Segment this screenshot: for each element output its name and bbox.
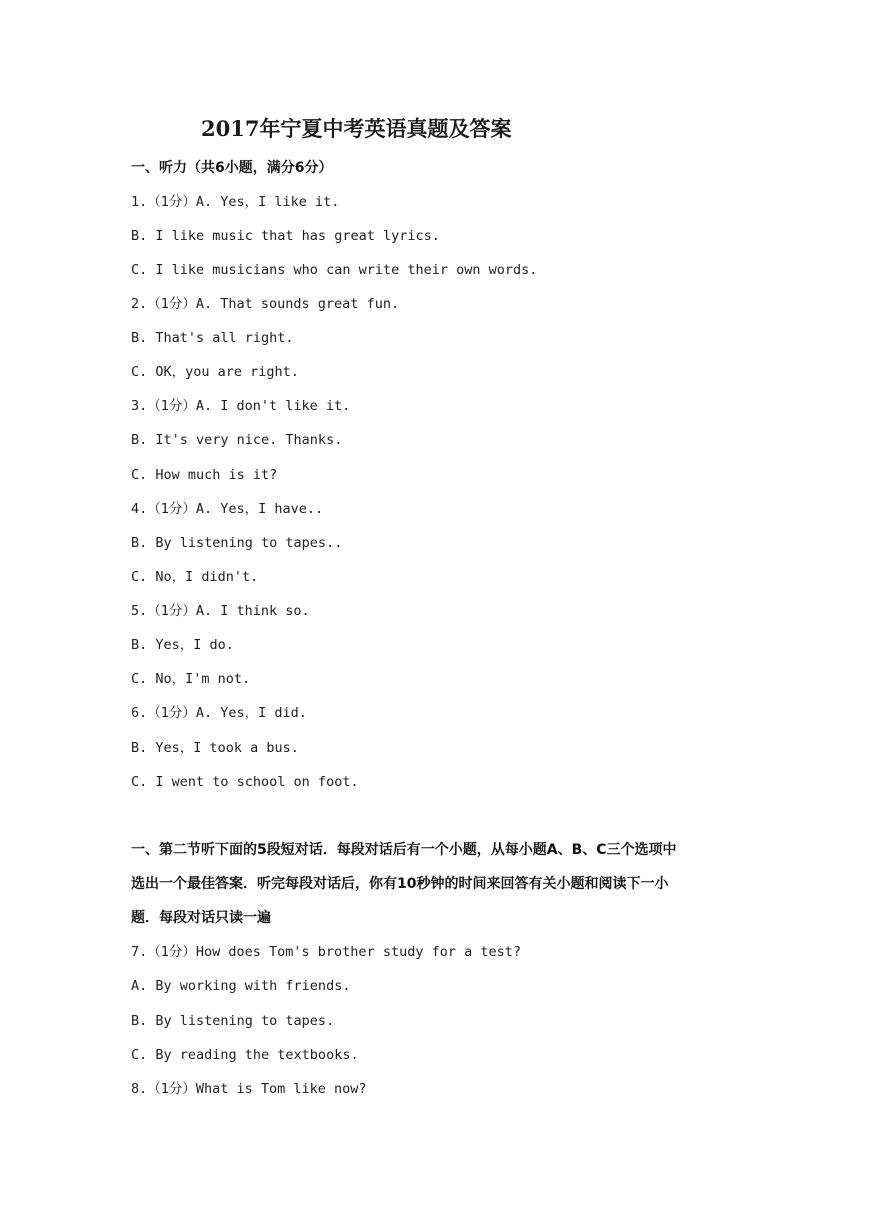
option-line: C. No，I didn't. — [131, 569, 259, 585]
section-heading-line: 选出一个最佳答案．听完每段对话后，你有10秒钟的时间来回答有关小题和阅读下一小 — [131, 876, 669, 892]
option-line: C. I like musicians who can write their own words. — [131, 262, 538, 278]
option-line: B. Yes，I took a bus. — [131, 740, 299, 756]
option-line: C. OK，you are right. — [131, 364, 299, 380]
question-line: 2.（1分）A. That sounds great fun. — [131, 296, 400, 312]
section-heading-line: 题．每段对话只读一遍 — [131, 910, 271, 926]
option-line: B. I like music that has great lyrics. — [131, 228, 440, 244]
option-line: A. By working with friends. — [131, 978, 351, 994]
option-line: B. By listening to tapes. — [131, 1013, 335, 1029]
page-title: 2017年宁夏中考英语真题及答案 — [201, 116, 512, 141]
option-line: C. How much is it? — [131, 467, 278, 483]
option-line: B. Yes，I do. — [131, 637, 234, 653]
option-line: C. No，I'm not. — [131, 671, 251, 687]
section-heading: 一、听力（共6小题，满分6分） — [131, 160, 333, 176]
section-heading-line: 一、第二节听下面的5段短对话．每段对话后有一个小题，从每小题A、B、C三个选项中 — [131, 842, 677, 858]
question-line: 3.（1分）A. I don't like it. — [131, 398, 351, 414]
option-line: B. By listening to tapes.. — [131, 535, 343, 551]
option-line: B. That's all right. — [131, 330, 294, 346]
option-line: C. By reading the textbooks. — [131, 1047, 359, 1063]
question-line: 6.（1分）A. Yes，I did. — [131, 705, 307, 721]
question-line: 5.（1分）A. I think so. — [131, 603, 310, 619]
question-line: 1.（1分）A. Yes，I like it. — [131, 194, 340, 210]
question-line: 4.（1分）A. Yes，I have.. — [131, 501, 324, 517]
option-line: C. I went to school on foot. — [131, 774, 359, 790]
question-line: 8.（1分）What is Tom like now? — [131, 1081, 367, 1097]
option-line: B. It's very nice. Thanks. — [131, 432, 343, 448]
question-line: 7.（1分）How does Tom's brother study for a test? — [131, 944, 521, 960]
